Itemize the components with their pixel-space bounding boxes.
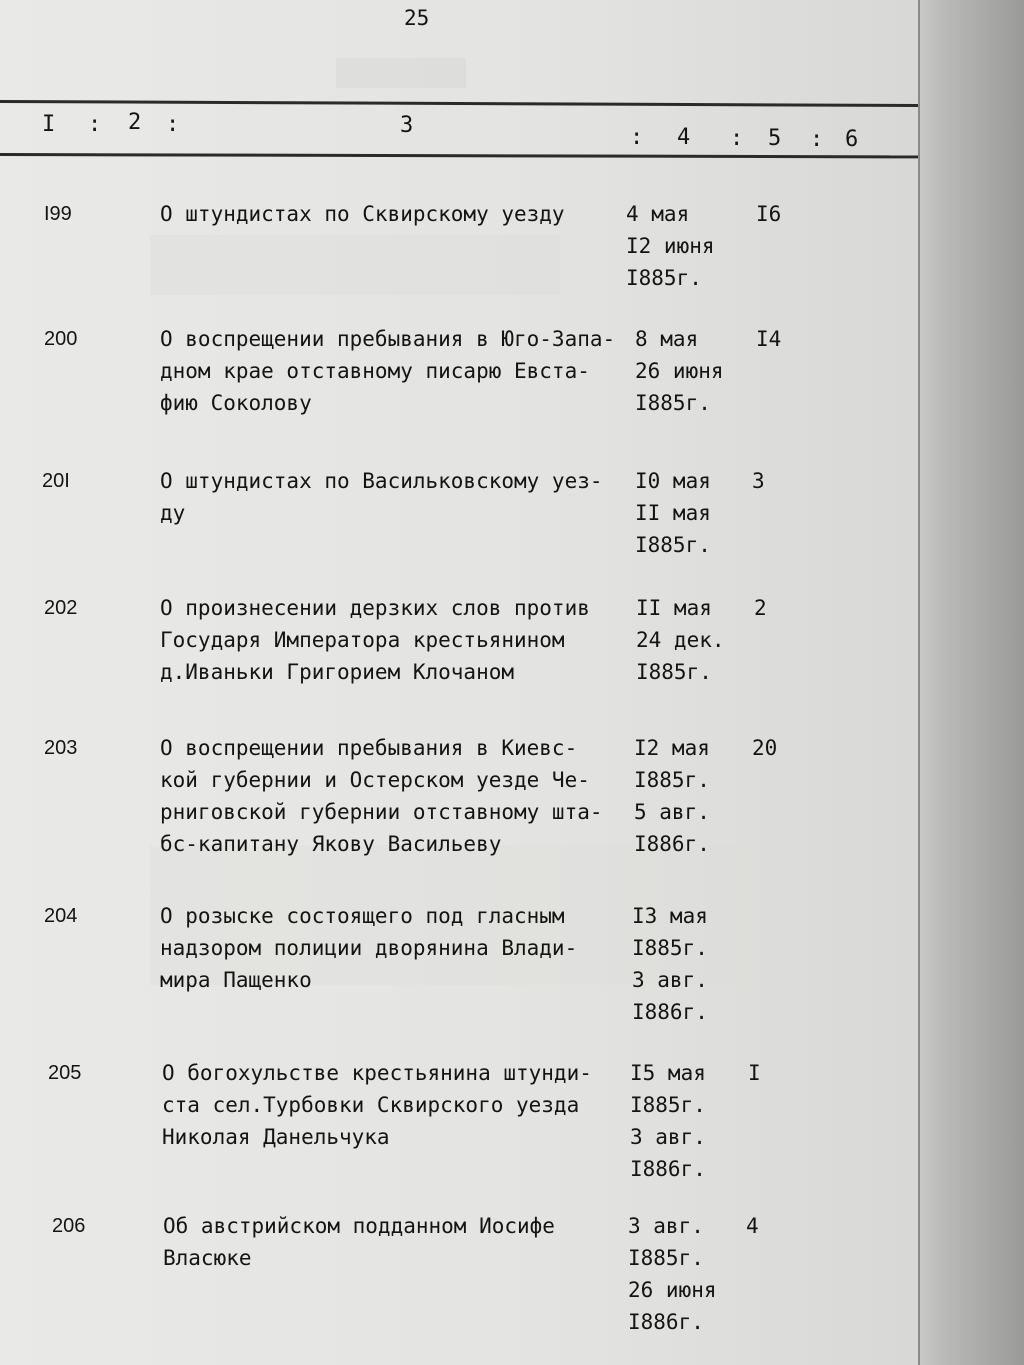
entry-title-line: дном крае отставному писарю Евста- — [160, 359, 590, 383]
entry-date-line: 3 авг. — [630, 1125, 706, 1149]
entry-title-line: О произнесении дерзких слов против — [160, 596, 590, 620]
entry-title-line: мира Пащенко — [160, 968, 312, 992]
entry-number: 200 — [44, 328, 78, 350]
entry-date-line: 3 авг. — [632, 968, 708, 992]
entry-number: I99 — [44, 203, 72, 225]
column-header: I — [42, 112, 56, 137]
entry-date-line: I0 мая — [635, 469, 711, 493]
entry-title-line: О богохульстве крестьянина штунди- — [162, 1061, 592, 1085]
entry-date-line: I886г. — [630, 1157, 706, 1181]
entry-sheet-count: I6 — [756, 202, 782, 226]
entry-date-line: I885г. — [628, 1246, 704, 1270]
entry-date-line: I886г. — [632, 1000, 708, 1024]
entry-date-line: II мая — [636, 596, 712, 620]
entry-title-line: надзором полиции дворянина Влади- — [160, 936, 578, 960]
entry-number: 206 — [52, 1215, 86, 1237]
column-header: : — [630, 125, 644, 150]
bleed-through-mark — [336, 58, 466, 88]
entry-title-line: О штундистах по Сквирскому уезду — [160, 202, 565, 226]
entry-number: 205 — [48, 1062, 82, 1084]
entry-date-line: I886г. — [634, 832, 710, 856]
entry-title-line: Государя Императора крестьянином — [160, 628, 565, 652]
column-header: 4 — [677, 125, 691, 150]
entry-date-line: I886г. — [628, 1310, 704, 1334]
entry-date-line: II мая — [635, 501, 711, 525]
entry-date-line: 24 дек. — [636, 628, 725, 652]
entry-sheet-count: 3 — [752, 469, 765, 493]
entry-title-line: фию Соколову — [160, 391, 312, 415]
column-header: : — [730, 126, 744, 151]
column-header: 6 — [845, 127, 859, 152]
column-header: : — [810, 127, 824, 152]
entry-date-line: I885г. — [635, 391, 711, 415]
entry-title-line: О розыске состоящего под гласным — [160, 904, 565, 928]
entry-title-line: Николая Данельчука — [162, 1125, 390, 1149]
entry-title-line: рниговской губернии отставному шта- — [160, 800, 603, 824]
entry-title-line: Об австрийском подданном Иосифе — [163, 1214, 555, 1238]
entry-sheet-count: 20 — [752, 736, 778, 760]
bleed-through-mark — [150, 235, 560, 295]
entry-title-line: бс-капитану Якову Васильеву — [160, 832, 502, 856]
entry-sheet-count: I4 — [756, 327, 782, 351]
entry-title-line: О воспрещении пребывания в Киевс- — [160, 736, 578, 760]
entry-date-line: I885г. — [635, 533, 711, 557]
entry-date-line: I885г. — [632, 936, 708, 960]
entry-date-line: I2 мая — [634, 736, 710, 760]
column-header: 3 — [400, 113, 414, 138]
column-header: : — [166, 112, 180, 137]
entry-title-line: ста сел.Турбовки Сквирского уезда — [162, 1093, 580, 1117]
entry-date-line: I3 мая — [632, 904, 708, 928]
entry-date-line: I885г. — [626, 266, 702, 290]
page-number: 25 — [404, 6, 430, 30]
entry-date-line: 5 авг. — [634, 800, 710, 824]
entry-title-line: кой губернии и Остерском уезде Че- — [160, 768, 590, 792]
entry-title-line: д.Иваньки Григорием Клочаном — [160, 660, 515, 684]
page-edge-line — [918, 0, 920, 1365]
entry-date-line: I885г. — [634, 768, 710, 792]
entry-number: 202 — [44, 597, 78, 619]
entry-sheet-count: 4 — [746, 1214, 759, 1238]
column-header: 2 — [128, 110, 142, 135]
entry-date-line: 8 мая — [635, 327, 699, 351]
entry-title-line: О воспрещении пребывания в Юго-Запа- — [160, 327, 616, 351]
entry-date-line: I5 мая — [630, 1061, 706, 1085]
column-header: : — [88, 112, 102, 137]
entry-sheet-count: I — [748, 1061, 761, 1085]
entry-date-line: I885г. — [630, 1093, 706, 1117]
entry-number: 203 — [44, 737, 78, 759]
entry-number: 20I — [42, 470, 70, 492]
adjacent-page-edge — [918, 0, 1024, 1365]
entry-title-line: О штундистах по Васильковскому уез- — [160, 469, 603, 493]
entry-title-line: Власюке — [163, 1246, 252, 1270]
entry-date-line: 26 июня — [628, 1278, 717, 1302]
entry-date-line: 4 мая — [626, 202, 690, 226]
entry-sheet-count: 2 — [754, 596, 767, 620]
column-header: 5 — [768, 126, 782, 151]
entry-date-line: 26 июня — [635, 359, 724, 383]
entry-date-line: I885г. — [636, 660, 712, 684]
entry-number: 204 — [44, 905, 78, 927]
entry-date-line: 3 авг. — [628, 1214, 704, 1238]
entry-title-line: ду — [160, 501, 186, 525]
entry-date-line: I2 июня — [626, 234, 715, 258]
